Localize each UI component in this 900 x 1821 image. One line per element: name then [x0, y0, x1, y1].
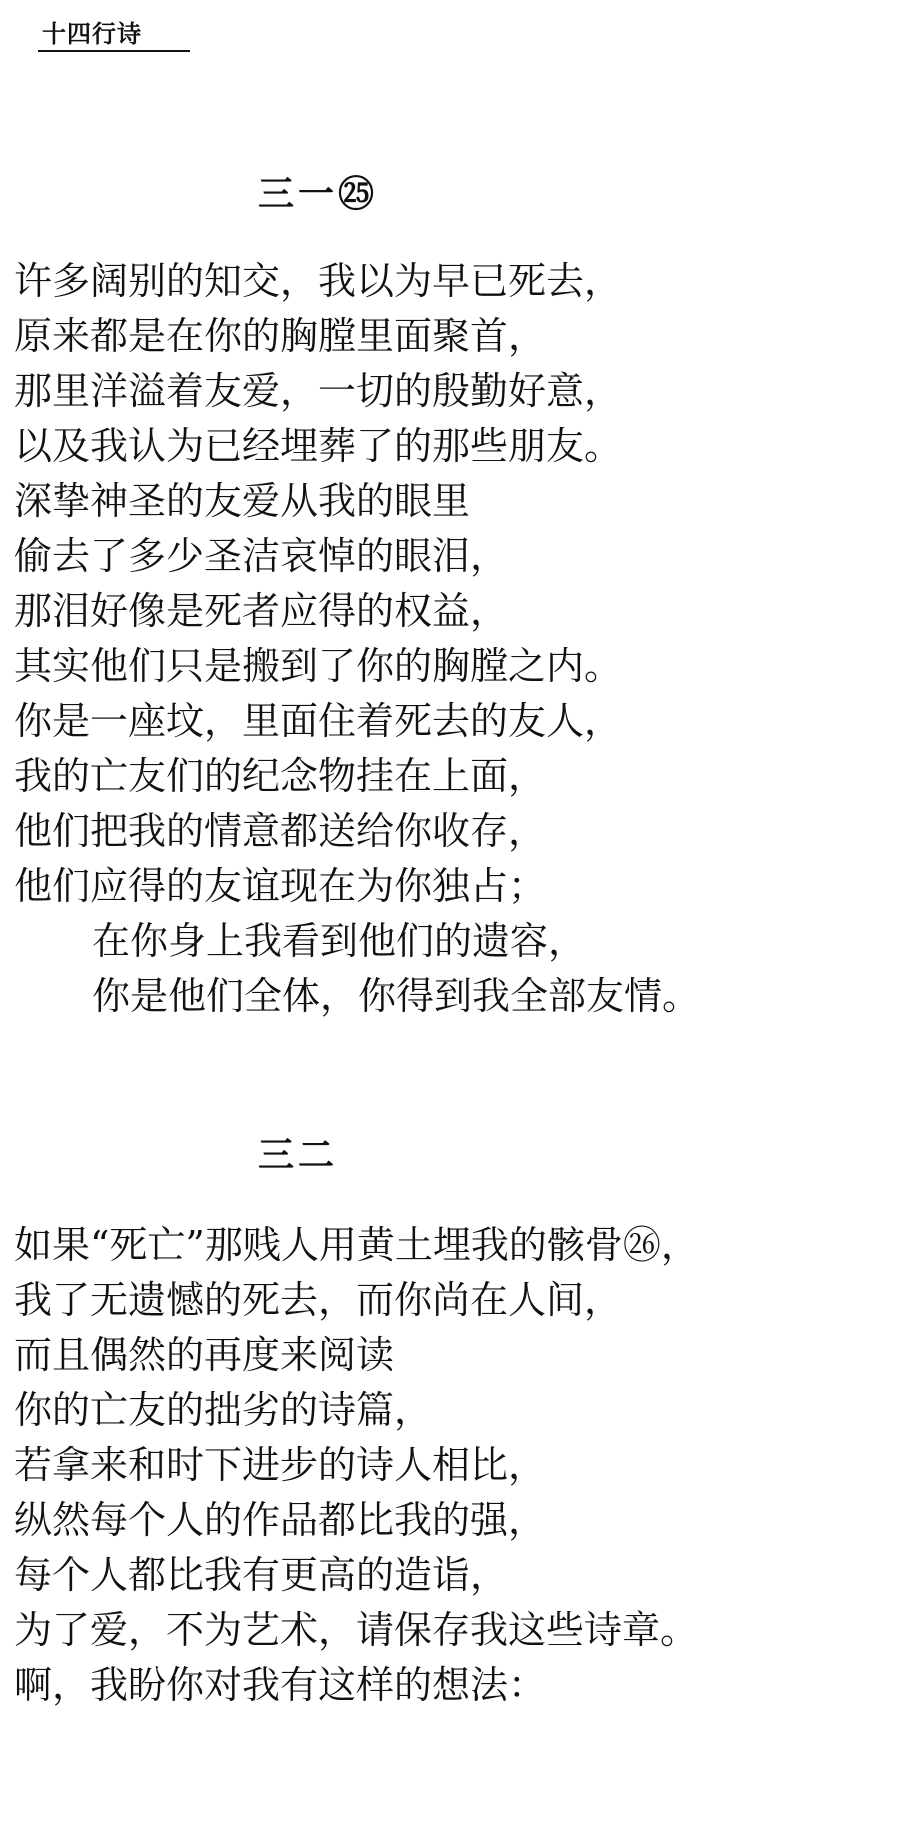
poem-line: 许多阔别的知交，我以为早已死去， [14, 259, 623, 303]
poem-line: 我的亡友们的纪念物挂在上面， [14, 754, 547, 798]
poem-line: 你的亡友的拙劣的诗篇， [14, 1388, 433, 1432]
sonnet-31-heading: 三一㉕ [258, 173, 379, 215]
running-header: 十四行诗 [42, 19, 142, 48]
poem-line: 以及我认为已经埋葬了的那些朋友。 [14, 424, 623, 468]
header-underline [38, 50, 190, 52]
poem-line: 为了爱，不为艺术，请保存我这些诗章。 [14, 1608, 699, 1652]
sonnet-31-body [14, 254, 894, 1024]
poem-line: 而且偶然的再度来阅读 [14, 1333, 395, 1377]
poem-line: 如果“死亡”那贱人用黄土埋我的骸骨㉖， [14, 1223, 699, 1267]
poem-line: 我了无遗憾的死去，而你尚在人间， [14, 1278, 623, 1322]
poem-line: 每个人都比我有更高的造诣， [14, 1553, 509, 1597]
poem-line: 深挚神圣的友爱从我的眼里 [14, 479, 471, 523]
poem-line: 偷去了多少圣洁哀悼的眼泪， [14, 534, 509, 578]
poem-line: 你是一座坟，里面住着死去的友人， [14, 699, 623, 743]
poem-line: 那里洋溢着友爱，一切的殷勤好意， [14, 369, 623, 413]
poem-line: 原来都是在你的胸膛里面聚首， [14, 314, 547, 358]
poem-line: 纵然每个人的作品都比我的强， [14, 1498, 547, 1542]
poem-line: 那泪好像是死者应得的权益， [14, 589, 509, 633]
couplet-line: 在你身上我看到他们的遗容， [92, 919, 587, 963]
sonnet-32-heading: 三二 [258, 1134, 339, 1176]
poem-line: 他们把我的情意都送给你收存， [14, 809, 547, 853]
sonnet-32-body [14, 1218, 894, 1713]
poem-line: 啊，我盼你对我有这样的想法： [14, 1663, 547, 1707]
poem-line: 其实他们只是搬到了你的胸膛之内。 [14, 644, 623, 688]
poem-line: 若拿来和时下进步的诗人相比， [14, 1443, 547, 1487]
couplet-line: 你是他们全体，你得到我全部友情。 [92, 974, 701, 1018]
poem-line: 他们应得的友谊现在为你独占； [14, 864, 547, 908]
